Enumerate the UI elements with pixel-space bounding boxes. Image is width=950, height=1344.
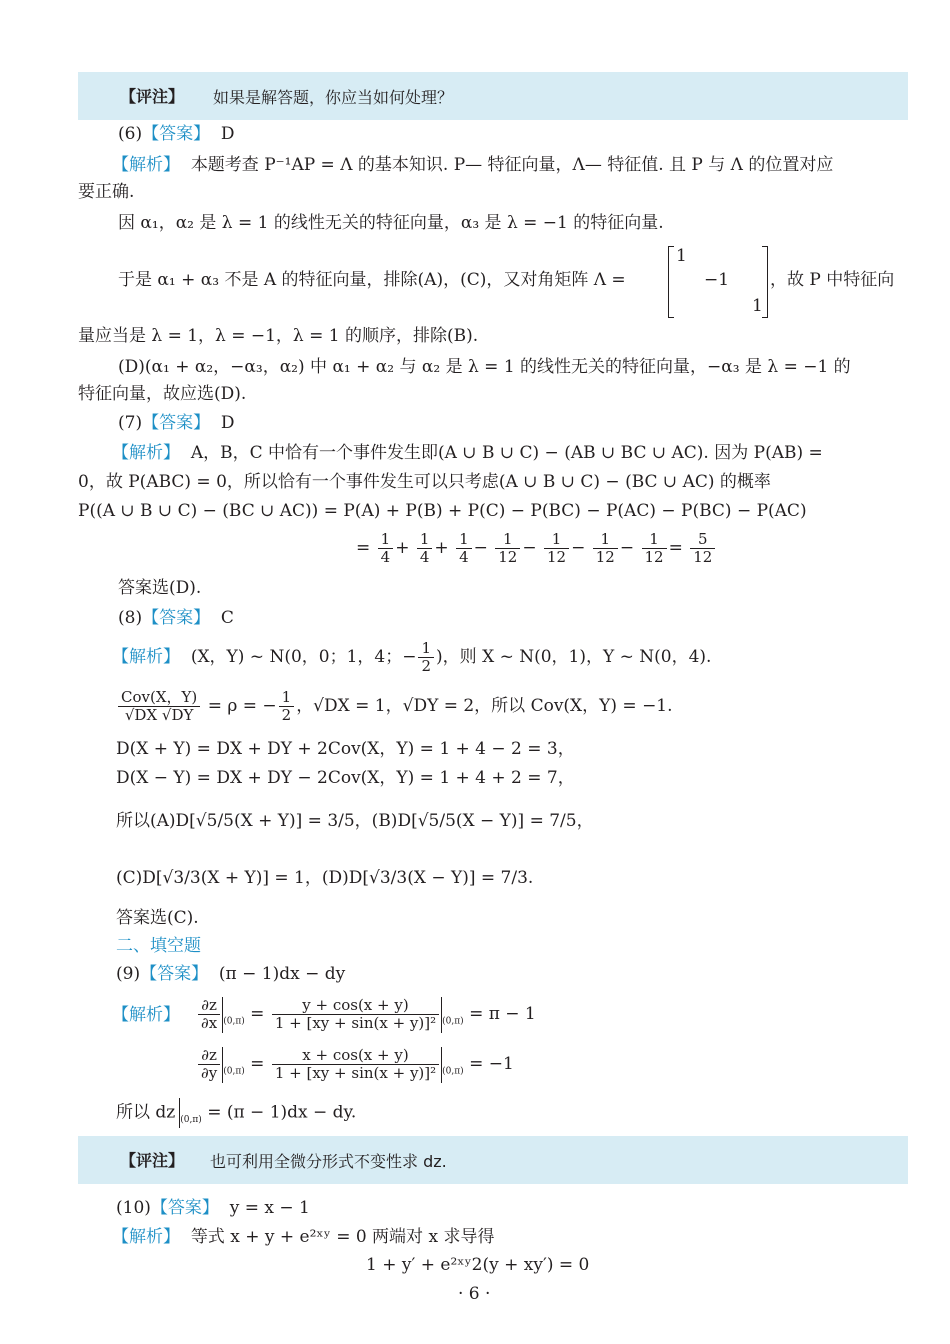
fraction: $\frac{x + \cos(x + y)}{\text{1 + [xy + sin(x + y)]²}}$ [272, 1047, 439, 1082]
analysis-tag: 【解析】 [112, 1005, 180, 1025]
answer-tag: 【答案】 [142, 608, 211, 628]
text-line: 等式 x + y + e²ˣʸ = 0 两端对 x 求导得 [190, 1227, 495, 1247]
fraction: $\frac{1}{4}$ [417, 531, 433, 566]
fraction: $\frac{1}{12}$ [495, 531, 520, 566]
covariance-fraction: $\frac{\text{Cov(X，Y)}}{√DX √DY}$ [118, 689, 200, 724]
fraction: $\frac{1}{4}$ [456, 531, 472, 566]
fraction: $\frac{y + \cos(x + y)}{\text{1 + [xy + sin(x + y)]²}}$ [272, 997, 439, 1032]
q8-line-5: 所以(A)D[√5/5(X + Y)] = 3/5，(B)D[√5/5(X − Y)] = 7/5， [116, 811, 594, 831]
section-heading: 二、填空题 [116, 936, 201, 956]
q6-analysis-line-1 [112, 153, 833, 177]
page-number: · 6 · [458, 1284, 491, 1304]
comment-text: 也可利用全微分形式不变性求 dz. [210, 1152, 447, 1171]
q6-answer-line [118, 122, 235, 146]
fraction: $\frac{1}{12}$ [642, 531, 667, 566]
q8-analysis-line-1: 【解析】 (X，Y) ~ N(0，0；1，4；− $\frac{1}{2}$ )，则 X ~ N(0，1)，Y ~ N(0，4). [112, 639, 712, 675]
q7-line-2: 0，故 P(ABC) = 0，所以恰有一个事件发生可以只考虑(A ∪ B ∪ C) − (BC ∪ AC) 的概率 [78, 472, 771, 492]
q7-conclusion: 答案选(D). [118, 578, 202, 598]
q10-analysis-line-1 [112, 1225, 494, 1249]
answer-value: D [220, 124, 235, 144]
q9-partial-x: $\frac{\partial z}{\partial x}$ $_{(0,\pi)}$ = $\frac{y + \cos(x + y)}{\text{1 + [xy + sin(x + y)]²}}$ $_{(0,\pi)}$ = π − 1 [196, 994, 536, 1041]
fraction: $\frac{1}{4}$ [378, 531, 394, 566]
q7-fraction-sum: = $\frac{1}{4}$ + $\frac{1}{4}$ + $\frac{1}{4}$ − $\frac{1}{12}$ − $\frac{1}{12}$ − $\frac{1}{12}$ − $\frac{1}{12}$ = $\frac{5}{12}$ [356, 528, 717, 568]
answer-value: (π − 1)dx − dy [218, 964, 346, 984]
comment-box [78, 1136, 908, 1184]
partial-derivative: $\frac{\partial z}{\partial x}$ [198, 997, 220, 1032]
fraction: $\frac{1}{12}$ [593, 531, 618, 566]
text-line: 本题考查 P⁻¹AP = Λ 的基本知识. P— 特征向量，Λ— 特征值. 且 P 与 Λ 的位置对应 [190, 155, 834, 175]
question-number: (9) [116, 964, 141, 984]
matrix-left-bracket [668, 246, 674, 318]
q6-line-4b: ，故 P 中特征向 [770, 270, 895, 290]
comment-tag: 【评注】 [120, 1151, 185, 1170]
matrix-entry: 1 [752, 296, 763, 316]
q6-line-4a: 于是 α₁ + α₃ 不是 A 的特征向量，排除(A)，(C)，又对角矩阵 Λ = [118, 270, 626, 290]
comment-text: 如果是解答题，你应当如何处理？ [213, 88, 454, 107]
analysis-tag: 【解析】 [112, 647, 180, 667]
fraction: $\frac{5}{12}$ [690, 531, 715, 566]
q7-answer-line [118, 411, 235, 435]
question-number: (8) [118, 608, 143, 628]
question-number: (6) [118, 124, 143, 144]
matrix-entry: −1 [704, 270, 730, 290]
answer-tag: 【答案】 [150, 1198, 219, 1218]
comment-tag: 【评注】 [120, 87, 185, 106]
text-line: A，B，C 中恰有一个事件发生即(A ∪ B ∪ C) − (AB ∪ BC ∪ AC). 因为 P(AB) = [190, 443, 823, 463]
analysis-tag: 【解析】 [112, 443, 180, 463]
question-number: (7) [118, 413, 143, 433]
q10-answer-line [116, 1196, 310, 1220]
analysis-tag: 【解析】 [112, 155, 180, 175]
q8-line-2: $\frac{\text{Cov(X，Y)}}{√DX √DY}$ = ρ = − $\frac{1}{2}$ ，√DX = 1，√DY = 2，所以 Cov(X，Y) = −1. [116, 686, 673, 726]
answer-value: C [220, 608, 234, 628]
matrix-right-bracket [762, 246, 768, 318]
q6-line-3: 因 α₁，α₂ 是 λ = 1 的线性无关的特征向量，α₃ 是 λ = −1 的特征向量. [118, 213, 664, 233]
fraction: $\frac{1}{12}$ [544, 531, 569, 566]
q10-line-2: 1 + y′ + e²ˣʸ2(y + xy′) = 0 [366, 1255, 590, 1275]
fraction: $\frac{1}{2}$ [279, 689, 295, 724]
answer-tag: 【答案】 [140, 964, 209, 984]
q9-conclusion: 所以 dz $_{(0,\pi)}$ = (π − 1)dx − dy. [116, 1098, 356, 1132]
q8-line-4: D(X − Y) = DX + DY − 2Cov(X，Y) = 1 + 4 + 2 = 7， [116, 768, 575, 788]
q8-line-6: (C)D[√3/3(X + Y)] = 1，(D)D[√3/3(X − Y)] = 7/3. [116, 868, 534, 888]
q6-line-6: (D)(α₁ + α₂，−α₃，α₂) 中 α₁ + α₂ 与 α₂ 是 λ = 1 的线性无关的特征向量，−α₃ 是 λ = −1 的 [118, 357, 851, 377]
answer-value: D [220, 413, 235, 433]
q8-conclusion: 答案选(C). [116, 908, 199, 928]
answer-tag: 【答案】 [142, 124, 211, 144]
matrix-entry: 1 [676, 246, 687, 266]
q6-line-7: 特征向量，故应选(D). [78, 384, 247, 404]
analysis-tag: 【解析】 [112, 1227, 180, 1247]
q7-analysis-line-1 [112, 441, 823, 465]
q7-line-3: P((A ∪ B ∪ C) − (BC ∪ AC)) = P(A) + P(B) + P(C) − P(BC) − P(AC) − P(BC) − P(AC) [78, 501, 807, 521]
comment-box [78, 72, 908, 120]
answer-value: y = x − 1 [229, 1198, 310, 1218]
q8-line-3: D(X + Y) = DX + DY + 2Cov(X，Y) = 1 + 4 − 2 = 3， [116, 739, 575, 759]
fraction: $\frac{1}{2}$ [418, 640, 434, 675]
q9-answer-line [116, 962, 345, 986]
answer-tag: 【答案】 [142, 413, 211, 433]
partial-derivative: $\frac{\partial z}{\partial y}$ [198, 1047, 220, 1082]
q6-line-2: 要正确. [78, 182, 135, 202]
question-number: (10) [116, 1198, 151, 1218]
q8-answer-line [118, 606, 234, 630]
diagonal-matrix [668, 246, 768, 318]
q9-partial-y: $\frac{\partial z}{\partial y}$ $_{(0,\pi)}$ = $\frac{x + \cos(x + y)}{\text{1 + [xy + sin(x + y)]²}}$ $_{(0,\pi)}$ = −1 [196, 1044, 514, 1091]
q6-line-5: 量应当是 λ = 1，λ = −1，λ = 1 的顺序，排除(B). [78, 326, 479, 346]
